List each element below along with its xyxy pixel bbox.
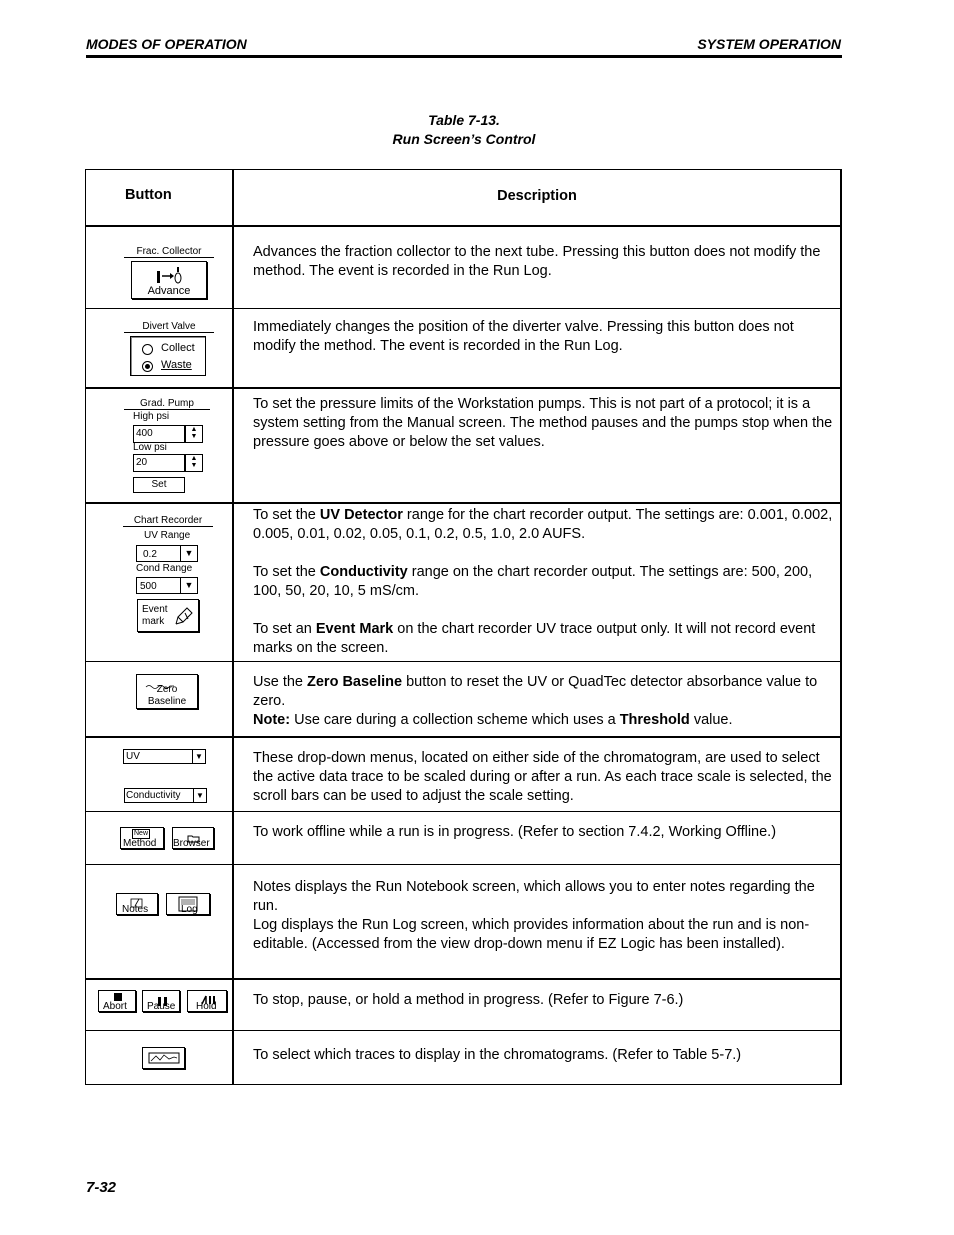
pause-button[interactable]: Pause — [142, 990, 180, 1012]
new-method-button[interactable]: New Method — [120, 827, 164, 849]
column-header-button: Button — [125, 187, 172, 203]
collect-radio[interactable] — [142, 344, 153, 355]
browser-button[interactable]: Browser — [172, 827, 214, 849]
event-mark-paragraph: To set an Event Mark on the chart recorder UV trace output only. It will not record event marks on the screen. — [253, 621, 816, 656]
high-psi-label: High psi — [133, 411, 170, 422]
table-row — [86, 1030, 840, 1084]
grad-pump-title: Grad. Pump — [124, 398, 210, 410]
cond-range-select[interactable]: 500 ▼ — [136, 577, 198, 594]
note-paragraph: Note: Use care during a collection scheme which uses a Threshold value. — [253, 712, 733, 728]
event-mark-button[interactable]: Event mark — [137, 599, 199, 632]
divert-valve-group — [130, 336, 206, 376]
pump-description: To set the pressure limits of the Workstation pumps. This is not part of a protocol; it is a system setting from the Manual screen. The method pauses and the pumps stop when the pressure goes above or below the set values. — [253, 396, 833, 450]
collect-label: Collect — [161, 342, 195, 354]
conductivity-trace-select[interactable]: Conductivity ▼ — [124, 788, 207, 803]
dropdown-description: These drop-down menus, located on either side of the chromatogram, are used to select the active data trace to be scaled during or after a run. As each trace scale is selected, the scroll bars can be used to adjust the scale setting. — [253, 750, 832, 804]
traces-description: To select which traces to display in the chromatograms. (Refer to Table 5-7.) — [253, 1047, 742, 1063]
table-row — [86, 308, 840, 387]
table-row — [86, 387, 840, 502]
chevron-down-icon: ▼ — [180, 578, 197, 593]
waste-radio[interactable] — [142, 361, 153, 372]
divert-valve-title: Divert Valve — [124, 321, 214, 333]
chevron-down-icon: ▼ — [193, 789, 206, 802]
table-title: Run Screen’s Control — [392, 131, 536, 147]
hold-button[interactable]: Hold — [187, 990, 227, 1012]
set-button[interactable]: Set — [133, 477, 185, 493]
trace-display-icon — [148, 1051, 180, 1069]
table-row — [86, 811, 840, 864]
frac-description: Advances the fraction collector to the next tube. Pressing this button does not modify the method. The event is recorded in the Run Log. — [253, 244, 821, 279]
chevron-down-icon: ▼ — [192, 750, 205, 763]
trace-select-button[interactable] — [142, 1047, 185, 1069]
divert-description: Immediately changes the position of the diverter valve. Pressing this button does not modify the method. The event is recorded in the Run Log. — [253, 319, 794, 354]
low-psi-label: Low psi — [133, 442, 167, 453]
table-row — [86, 502, 840, 661]
table-header-row — [86, 170, 840, 225]
low-psi-stepper[interactable]: ▲ ▼ — [185, 454, 203, 472]
column-header-description: Description — [497, 188, 577, 204]
zero-baseline-button[interactable]: Zero Baseline — [136, 674, 198, 709]
running-header-left: MODES OF OPERATION — [86, 36, 247, 52]
high-psi-input[interactable]: 400 — [133, 425, 185, 443]
control-description: To stop, pause, or hold a method in progress. (Refer to Figure 7-6.) — [253, 992, 684, 1008]
table-number: Table 7-13. — [428, 112, 500, 128]
uv-detector-paragraph: To set the UV Detector range for the chart recorder output. The settings are: 0.001, 0.002, 0.005, 0.01, 0.02, 0.05, 0.1, 0.2, 0.5, 1.0, 2.0 AUFS. — [253, 507, 833, 542]
page-number: 7-32 — [86, 1179, 117, 1196]
abort-button[interactable]: Abort — [98, 990, 136, 1012]
table-row — [86, 225, 840, 308]
frac-advance-label: Advance — [147, 285, 191, 297]
stop-icon — [114, 993, 122, 1001]
table-row — [86, 661, 840, 736]
uv-range-label: UV Range — [144, 530, 191, 541]
chart-recorder-title: Chart Recorder — [123, 515, 213, 527]
pencil-mark-icon — [175, 605, 195, 630]
notes-paragraph: Notes displays the Run Notebook screen, which allows you to enter notes regarding the run. — [253, 879, 815, 914]
log-button[interactable]: Log — [166, 893, 210, 915]
conductivity-paragraph: To set the Conductivity range on the chart recorder output. The settings are: 500, 200, 100, 50, 20, 10, 5 mS/cm. — [253, 564, 813, 599]
run-screen-control-table — [85, 169, 842, 1085]
cond-range-label: Cond Range — [136, 563, 193, 574]
low-psi-input[interactable]: 20 — [133, 454, 185, 472]
waste-label: Waste — [161, 359, 192, 371]
high-psi-stepper[interactable]: ▲ ▼ — [185, 425, 203, 443]
table-row — [86, 864, 840, 978]
zero-baseline-paragraph: Use the Zero Baseline button to reset the UV or QuadTec detector absorbance value to zero. — [253, 674, 818, 709]
running-header-right: SYSTEM OPERATION — [697, 36, 841, 52]
notes-button[interactable]: Notes — [116, 893, 158, 915]
log-paragraph: Log displays the Run Log screen, which provides information about the run and is non-editable. (Accessed from the view drop-down menu if EZ Logic has been installed). — [253, 917, 810, 952]
chevron-down-icon: ▼ — [180, 546, 197, 561]
header-rule — [86, 55, 842, 58]
new-badge: New — [134, 830, 149, 837]
uv-range-select[interactable]: 0.2 ▼ — [136, 545, 198, 562]
table-row — [86, 736, 840, 811]
table-row — [86, 978, 840, 1030]
frac-advance-button[interactable] — [131, 261, 207, 299]
frac-collector-title: Frac. Collector — [124, 246, 214, 258]
uv-trace-select[interactable]: UV ▼ — [123, 749, 206, 764]
offline-description: To work offline while a run is in progress. (Refer to section 7.4.2, Working Offline.) — [253, 824, 777, 840]
